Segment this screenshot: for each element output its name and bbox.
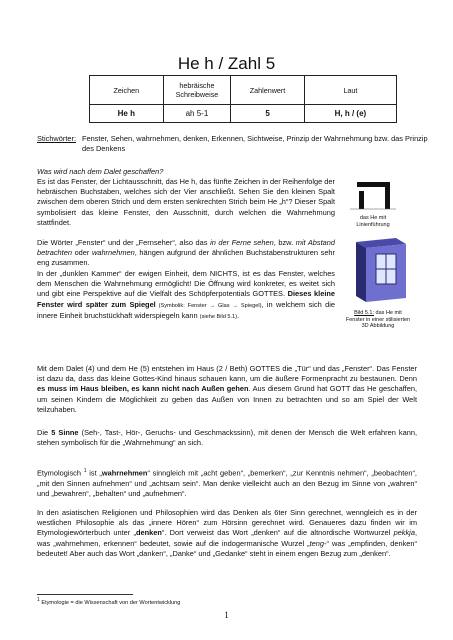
table-header: Laut [304,76,396,105]
text-run: Die Wörter „Fenster“ und der „Fernseher“, also das [37,238,211,247]
keywords-label: Stichwörter: [37,134,77,143]
text-run: oder [71,248,92,258]
footnote-divider [37,594,133,595]
keywords-text: Fenster, Sehen, wahrnehmen, denken, Erkennen, Sichtweise, Prinzip der Wahrnehmung bzw. das Prinzip des Denkens [82,134,428,153]
text-run: “ sinngleich mit „acht geben“, „bemerken“, „zur Kenntnis nehmen“, „beobachten“, „mit den Sinnen aufnehmen“ und „achtsam sein“. Man denke vielleicht auch an den Bezug im Sinne von „wahren“ und „bewahren“, „behalten“ und „aufnehmen“. [37,468,417,498]
text-run: denken [135,528,162,538]
text-run: teng- [309,538,327,548]
figure-caption-1: das He mit Linienführung [356,215,390,228]
table-cell: ah 5-1 [163,105,231,123]
footnote-marker: 1 [37,597,40,603]
paragraph-5 [37,428,417,448]
text-run: Etymologisch [37,468,84,478]
paragraph-6 [37,466,417,499]
text-run: . Aus diesem Grund hat GOTT das He geschaffen, um seinen Kindern die Möglichkeit zu geben das Außen von Innen zu betrachten und so am Spiel der Welt teilzuhaben. [37,384,417,414]
footnote [37,597,180,606]
text-run: es muss im Haus bleiben [37,384,127,394]
page-title: He h / Zahl 5 [177,54,276,73]
text-run: in der Ferne sehen [210,238,274,247]
footnote-ref: 1 [83,468,87,474]
text-run: , [126,384,132,394]
table-header: hebräische Schreibweise [163,76,231,105]
letter-info-table [89,75,397,123]
text-run: In der „dunklen Kammer“ der ewigen Einheit, dem NICHTS, ist es das Fenster, welches dem Menschen die Wahrnehmung ermöglicht! Die Öffnung wird konkreter, es weitet sich und gibt eine Perspektive auf die Vielfalt des Schöpferpotentials GOTTES. [37,269,335,299]
text-run: Dieses kleine Fenster wird später zum Spiegel [37,289,335,309]
text-run: 5 Sinne [51,428,79,437]
question-text: Was wird nach dem Dalet geschaffen? [37,167,164,176]
text-run: mit Abstand betrachten [37,238,335,258]
text-run: pekkja [393,528,415,538]
text-run: Die [37,428,52,437]
text-run: wahrnehmen [101,468,148,478]
he-letter-figure [348,178,398,212]
text-run: wahrnehmen [92,248,135,258]
paragraph-3 [37,269,335,322]
text-run: “ was „empfinden, denken“ bedeutet! Aber auch das Wort „danken“, „Danke“ und „Gedanke“ steht in einem engen Bezug zum „denken“. [37,538,417,558]
table-cell: H, h / (e) [304,105,396,123]
text-run: . [237,310,240,320]
table-header: Zeichen [90,76,164,105]
he-window-3d-figure [348,234,410,306]
text-run: “. Dort verweist das Wort „denken“ auf die altnordische Wortwurzel [161,528,394,538]
page-number: 1 [224,610,229,620]
caption-text: das He mit Fenster in einer stilisierten 3D Abbildung [345,310,411,330]
table-cell: 5 [231,105,305,123]
text-run: (Seh-, Tast-, Hör-, Geruchs- und Geschmackssinn), mit denen der Mensch die Welt erfahren kann, stehen symbolisch für die „Wahrnehmung“ an sich. [37,428,417,448]
paragraph-7 [37,508,417,559]
text-run: ist „ [86,468,102,478]
text-run: , bzw. [273,238,296,247]
text-run: (siehe Bild 5.1) [199,313,238,320]
footnote-text: Etymologie = die Wissenschaft von der Wortentwicklung [39,599,181,606]
text-run: , was „wahrnehmen, erkennen“ bedeutet, sowie auf die indogermanische Wurzel „ [37,528,417,548]
text-run: (Symbolik: Fenster → Glas → Spiegel) [155,302,262,309]
text-run: es kann nicht nach Außen gehen [131,384,249,394]
caption-label: Bild 5.1: [354,310,375,316]
text-run: Mit dem Dalet (4) und dem He (5) entstehen im Haus (2 / Beth) GOTTES die „Tür“ und das „Fenster“. Das Fenster ist dazu da, dass das kleine Gottes-Kind hinaus schauen kann, um die äußere Formenpracht zu bestaunen. Denn [37,364,417,384]
paragraph-4 [37,364,417,415]
figure-caption-2 [345,310,411,330]
paragraph-1: Es ist das Fenster, der Lichtausschnitt, das He h, das fünfte Zeichen in der Reihenfolge der hebräischen Buchstaben, welches sich der Vier anschließt. Sehen Sie den kleinen Spalt zwischen dem oberen Strich und dem ersten senkrechten Strich beim He „h“? Dieser Spalt symbolisiert das kleine Fenster, den Ausschnitt, durch welchen die Wahrnehmung stattfindet. [37,177,335,227]
text-run: In den asiatischen Religionen und Philosophien wird das Denken als 6ter Sinn gerechnet, wenngleich es in der westlichen Philosophie als das „innere Hören“ zum Hörsinn gerechnet wird. Genaueres dazu finden wir im Etymologiewörterbuch unter „ [37,508,417,538]
text-run: , hängen aufgrund der ähnlichen Buchstabenstrukturen sehr eng zusammen. [37,248,335,268]
table-cell: He h [90,105,164,123]
paragraph-2 [37,238,335,269]
table-header: Zahlenwert [231,76,305,105]
text-run: , in welchem sich die innere Einheit bruchstückhaft widerspiegeln kann [37,299,336,320]
